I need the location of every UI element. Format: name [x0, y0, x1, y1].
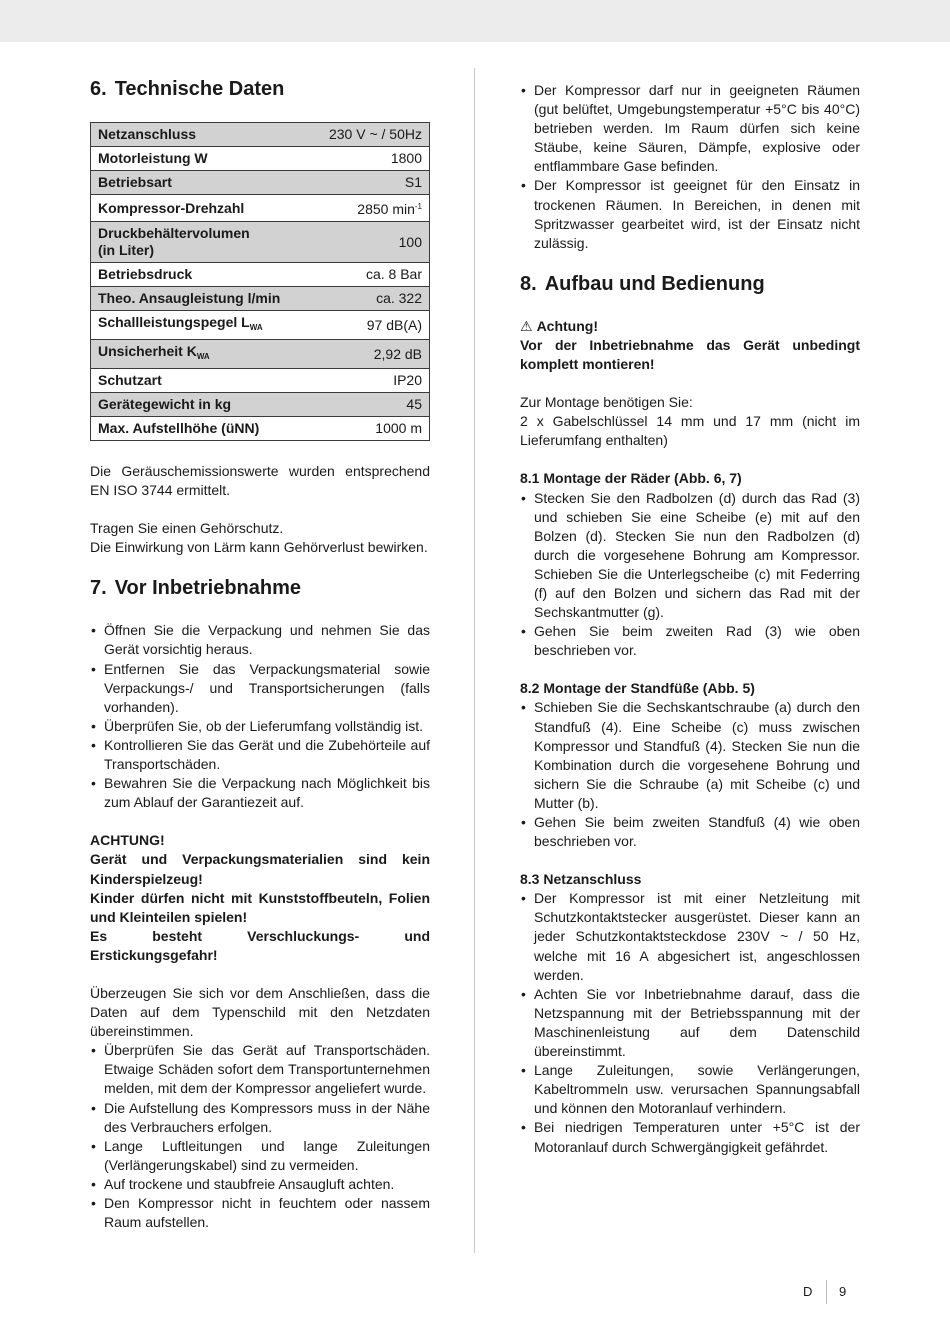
spec-label: Betriebsdruck [91, 263, 306, 287]
page-number: 9 [839, 1284, 847, 1299]
achtung-line: Es besteht Verschluckungs- und Erstickungsgefahr! [90, 927, 430, 963]
spec-label: Schutzart [91, 369, 306, 393]
montage-intro: Zur Montage benötigen Sie: [520, 394, 693, 411]
spec-row [91, 369, 430, 393]
list-item: • Auf trockene und staubfreie Ansaugluft achten. [90, 1175, 430, 1194]
list-item: • Kontrollieren Sie das Gerät und die Zubehörteile auf Transportschäden. [90, 736, 430, 774]
spec-row [91, 222, 430, 263]
spec-value: ca. 322 [305, 287, 430, 311]
list-item: • Lange Luftleitungen und lange Zuleitungen (Verlängerungskabel) sind zu vermeiden. [90, 1137, 430, 1175]
spec-label: Max. Aufstellhöhe (üNN) [91, 417, 306, 441]
achtung-line: Kinder dürfen nicht mit Kunststoffbeuteln, Folien und Kleinteilen spielen! [90, 889, 430, 925]
list-item: • Gehen Sie beim zweiten Rad (3) wie oben beschrieben vor. [520, 622, 860, 660]
section-6-heading: 6. Technische Daten [90, 78, 285, 100]
warning-text: Vor der Inbetriebnahme das Gerät unbedingt komplett montieren! [520, 336, 860, 373]
list-item: • Achten Sie vor Inbetriebnahme darauf, dass die Netzspannung mit der Betriebsspannung mit der Maschinenleistung auf dem Datenschild übereinstimmt. [520, 985, 860, 1061]
spec-row [91, 263, 430, 287]
section-8-3-list [520, 889, 860, 1156]
list-item: • Stecken Sie den Radbolzen (d) durch das Rad (3) und schieben Sie eine Scheibe (e) mit auf den Bolzen (d). Stecken Sie nun den Radbolzen (d) durch die vorgesehene Bohrung am Kompressor. Schieben Sie die Unterlegscheibe (c) mit Federring (f) auf den Bolzen und sichern das Rad mit der Sechskantmutter (g). [520, 489, 860, 623]
warning-triangle-icon: ⚠ [520, 317, 533, 334]
spec-label: Netzanschluss [91, 123, 306, 147]
spec-value: ca. 8 Bar [305, 263, 430, 287]
spec-row [91, 311, 430, 340]
spec-value: 45 [305, 393, 430, 417]
spec-label: Druckbehältervolumen (in Liter) [91, 222, 306, 263]
list-item: • Lange Zuleitungen, sowie Verlängerungen, Kabeltrommeln usw. verursachen Spannungsabfall und können den Motoranlauf verhindern. [520, 1061, 860, 1118]
spec-label: Unsicherheit $K_{WA}$ [91, 340, 306, 369]
spec-value: 100 [305, 222, 430, 263]
right-column [520, 81, 860, 1157]
typeplate-paragraph: Überzeugen Sie sich vor dem Anschließen, dass die Daten auf dem Typenschild mit den Netzdaten übereinstimmen. [90, 984, 430, 1040]
section-7-heading: 7. Vor Inbetriebnahme [90, 577, 302, 600]
list-item: • Bei niedrigen Temperaturen unter +5°C ist der Motoranlauf durch Schwergängigkeit gefährdet. [520, 1118, 860, 1156]
list-item: • Der Kompressor darf nur in geeigneten Räumen (gut belüftet, Umgebungstemperatur +5°C bis 40°C) betrieben werden. Im Raum dürfen sich keine Stäube, keine Säuren, Dämpfe, explosive oder entflammbare Gase befinden. [520, 81, 860, 176]
spec-row [91, 123, 430, 147]
section-8-3-heading: 8.3 Netzanschluss [520, 871, 642, 888]
spec-row [91, 171, 430, 195]
list-item: • Öffnen Sie die Verpackung und nehmen Sie das Gerät vorsichtig heraus. [90, 621, 430, 659]
list-item: • Der Kompressor ist geeignet für den Einsatz in trockenen Räumen. In Bereichen, in denen mit Spritzwasser gearbeitet wird, ist der Einsatz nicht zulässig. [520, 176, 860, 252]
hearing-protection-text: Tragen Sie einen Gehörschutz. [90, 520, 284, 537]
column-divider [474, 68, 475, 1253]
spec-row [91, 287, 430, 311]
spec-value: 1800 [305, 147, 430, 171]
spec-value: 2,92 dB [305, 340, 430, 369]
noise-emission-paragraph: Die Geräuschemissionswerte wurden entsprechend EN ISO 3744 ermittelt. [90, 463, 430, 499]
list-item: • Der Kompressor ist mit einer Netzleitung mit Schutzkontaktstecker ausgerüstet. Dieser kann an jeder Schutzkontaktsteckdose 230V ~ / 50 Hz, welche mit 16 A abgesichert ist, angeschlossen werden. [520, 889, 860, 984]
section-8-heading: 8. Aufbau und Bedienung [520, 272, 765, 295]
spec-value: 2850 $\min^{-1}$ [305, 195, 430, 222]
list-item: • Überprüfen Sie das Gerät auf Transportschäden. Etwaige Schäden sofort dem Transportunternehmen melden, mit dem der Kompressor angeliefert wurde. [90, 1041, 430, 1098]
left-column [90, 68, 430, 1232]
montage-tools: 2 x Gabelschlüssel 14 mm und 17 mm (nicht im Lieferumfang enthalten) [520, 413, 860, 449]
spec-label: Kompressor-Drehzahl [91, 195, 306, 222]
section-8-2-heading: 8.2 Montage der Standfüße (Abb. 5) [520, 680, 755, 697]
section-7-list [90, 621, 430, 812]
setup-list [90, 1041, 430, 1232]
spec-row [91, 340, 430, 369]
room-requirements-list [520, 81, 860, 253]
spec-label: Motorleistung W [91, 147, 306, 171]
footer-separator [826, 1280, 827, 1304]
section-8-1-list [520, 489, 860, 661]
spec-label: Theo. Ansaugleistung l/min [91, 287, 306, 311]
list-item: • Gehen Sie beim zweiten Standfuß (4) wie oben beschrieben vor. [520, 813, 860, 851]
list-item: • Schieben Sie die Sechskantschraube (a) durch den Standfuß (4). Eine Scheibe (c) muss zwischen Kompressor und Standfuß (4). Stecken Sie nun die Kombination durch die vorgesehene Bohrung und sichern Sie die Schraube (a) mit Scheibe (c) und Mutter (b). [520, 698, 860, 813]
spec-value: 97 dB(A) [305, 311, 430, 340]
achtung-line: Gerät und Verpackungsmaterialien sind kein Kinderspielzeug! [90, 851, 430, 887]
achtung-heading: ACHTUNG! [90, 832, 165, 849]
section-8-1-heading: 8.1 Montage der Räder (Abb. 6, 7) [520, 470, 742, 487]
warning-heading: ⚠ Achtung! [520, 317, 860, 336]
technical-data-table [90, 122, 430, 441]
footer-language: D [803, 1284, 813, 1299]
spec-row [91, 417, 430, 441]
spec-value: S1 [305, 171, 430, 195]
page-top-band [0, 0, 950, 42]
section-8-2-list [520, 698, 860, 851]
noise-warning-text: Die Einwirkung von Lärm kann Gehörverlust bewirken. [90, 539, 428, 556]
spec-label: Betriebsart [91, 171, 306, 195]
list-item: • Entfernen Sie das Verpackungsmaterial sowie Verpackungs-/ und Transportsicherungen (falls vorhanden). [90, 660, 430, 717]
spec-row [91, 393, 430, 417]
spec-value: 1000 m [305, 417, 430, 441]
spec-value: 230 V ~ / 50Hz [305, 123, 430, 147]
list-item: • Den Kompressor nicht in feuchtem oder nassem Raum aufstellen. [90, 1194, 430, 1232]
spec-label: Schallleistungspegel $L_{WA}$ [91, 311, 306, 340]
list-item: • Überprüfen Sie, ob der Lieferumfang vollständig ist. [90, 717, 430, 736]
list-item: • Die Aufstellung des Kompressors muss in der Nähe des Verbrauchers erfolgen. [90, 1099, 430, 1137]
spec-row [91, 195, 430, 222]
list-item: • Bewahren Sie die Verpackung nach Möglichkeit bis zum Ablauf der Garantiezeit auf. [90, 774, 430, 812]
spec-row [91, 147, 430, 171]
spec-value: IP20 [305, 369, 430, 393]
spec-label: Gerätegewicht in kg [91, 393, 306, 417]
